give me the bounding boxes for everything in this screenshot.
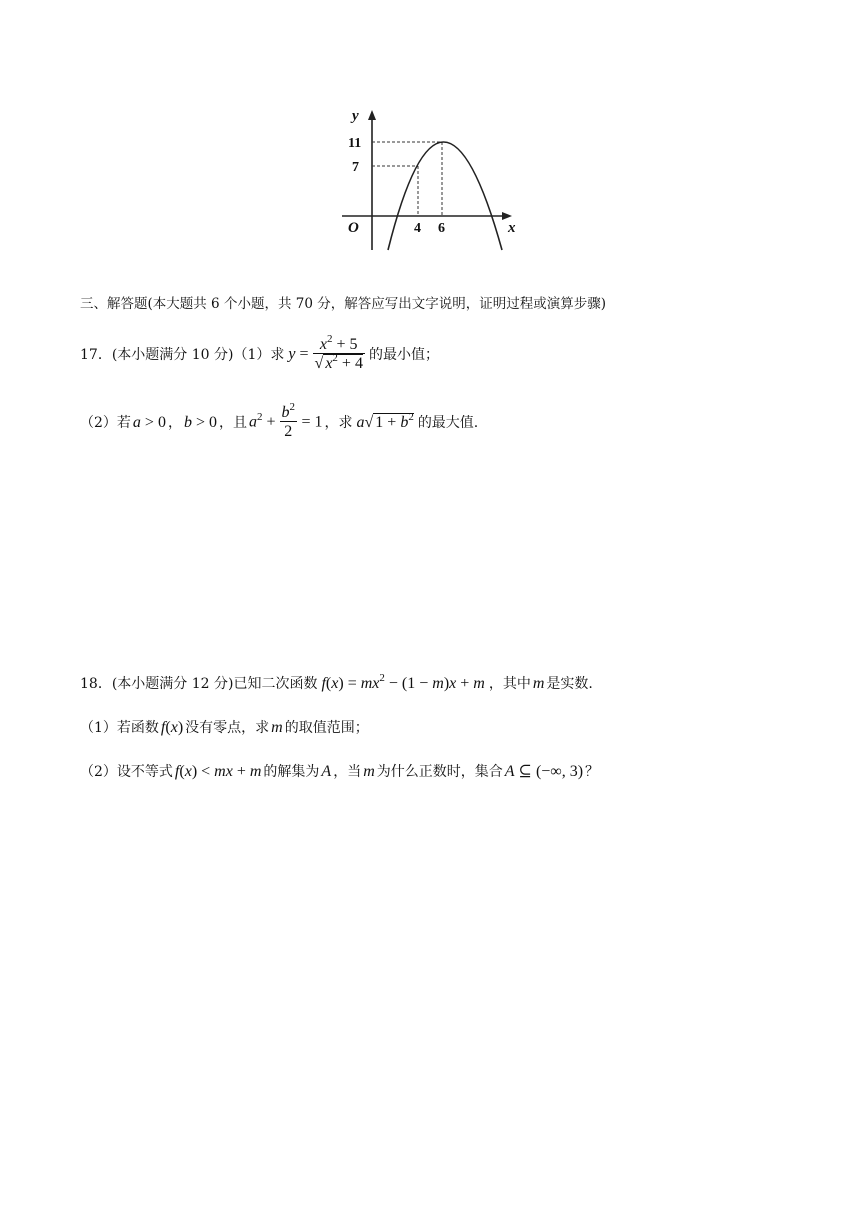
graph-svg — [330, 100, 530, 260]
q18-function: $f(x) = mx^2 - (1 - m)x + m$ — [321, 672, 485, 692]
q18-p2-var-m: m — [363, 763, 375, 780]
q18-score: (本小题满分 12 分) — [111, 676, 234, 692]
q18-p1-end: 的取值范围； — [284, 720, 369, 736]
y-tick-7: 7 — [352, 160, 359, 175]
q18-intro-text: 已知二次函数 — [233, 676, 318, 692]
q18-p1-mid: 没有零点，求 — [185, 720, 270, 736]
x-axis-label: x — [508, 220, 516, 236]
q18-intro-end2: 是实数. — [546, 676, 593, 692]
q17-cond-b: b > 0 — [183, 413, 217, 431]
q17-part1 — [80, 333, 439, 372]
q18-intro — [80, 672, 593, 692]
origin-label: O — [348, 220, 359, 236]
q18-p2-label: （2）设不等式 — [80, 764, 173, 780]
q17-p2-mid2: ，且 — [218, 414, 247, 431]
q18-p2-mid: 的解集为 — [263, 764, 320, 780]
q18-number: 18． — [80, 676, 112, 692]
q18-p1-var-m: m — [271, 719, 283, 736]
q18-p1-label: （1）若函数 — [80, 720, 159, 736]
y-tick-11: 11 — [348, 136, 362, 151]
y-axis-label: y — [352, 108, 359, 124]
parabola-figure — [330, 100, 530, 260]
x-tick-4: 4 — [414, 221, 421, 236]
q18-subset: A ⊆ (−∞, 3) — [504, 763, 584, 780]
q18-var-m: m — [532, 675, 545, 692]
q17-target: a√ $1 + b^2$ — [356, 410, 414, 431]
x-axis-arrow — [502, 212, 512, 220]
section-title-text: 三、解答题(本大题共 6 个小题，共 70 分，解答应写出文字说明，证明过程或演算步骤) — [80, 296, 606, 312]
q17-p1-label: （1）求 — [233, 346, 285, 363]
q18-p1-fx: f(x) — [160, 719, 184, 736]
q17-number: 17． — [80, 346, 112, 363]
q18-part2 — [80, 764, 599, 780]
q17-p2-mid3: ，求 — [324, 414, 353, 431]
q18-intro-end: ，其中 — [488, 676, 531, 692]
parabola-curve — [388, 142, 502, 250]
q18-p2-mid3: 为什么正数时，集合 — [376, 764, 503, 780]
q18-p2-mid2: ，当 — [333, 764, 362, 780]
q18-inequality: f(x) < mx + m — [174, 763, 262, 780]
section-title — [80, 298, 606, 312]
q18-p2-end: ？ — [585, 764, 600, 780]
q17-p2-mid1: ， — [167, 414, 182, 431]
q17-cond-a: a > 0 — [132, 413, 166, 431]
q17-p1-end: 的最小值； — [368, 346, 439, 363]
q17-part2 — [80, 401, 479, 440]
y-axis-arrow — [368, 110, 376, 120]
q18-part1 — [80, 720, 369, 736]
q17-p2-end: 的最大值. — [417, 414, 479, 431]
q18-set-A: A — [321, 763, 332, 780]
q17-p1-formula: y = $\frac{x^2 + 5}{√ x^2 + 4}$ — [288, 333, 363, 372]
q17-constraint: $a^2$ + $\frac{b^2}{2}$ = 1 — [248, 401, 323, 440]
q17-p2-label: （2）若 — [80, 414, 131, 431]
x-tick-6: 6 — [438, 221, 445, 236]
q17-score: (本小题满分 10 分) — [111, 346, 234, 363]
